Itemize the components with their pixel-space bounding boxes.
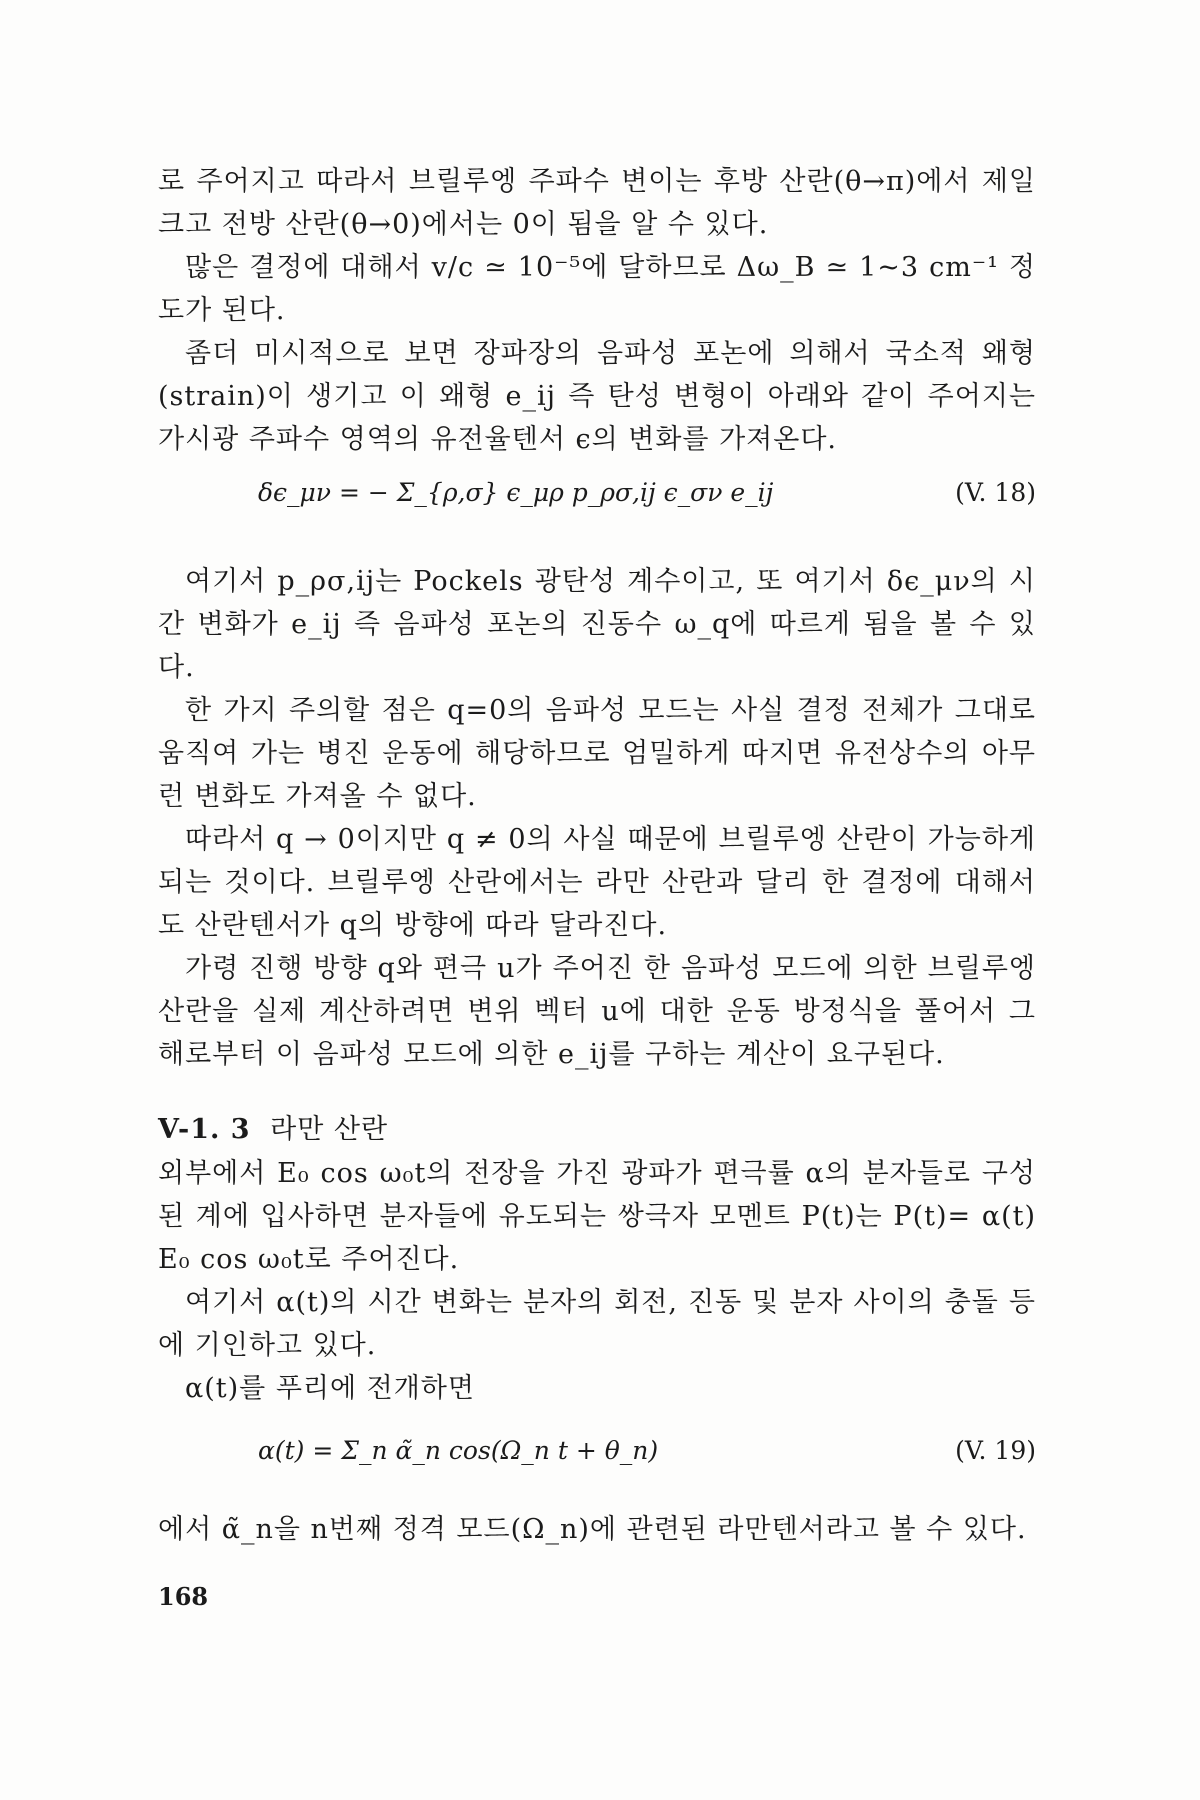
paragraph: 에서 α̃_n을 n번째 정격 모드(Ω_n)에 관련된 라만텐서라고 볼 수 있다. [158, 1514, 1027, 1545]
paragraph: 여기서 p_ρσ,ij는 Pockels 광탄성 계수이고, 또 여기서 δϵ_μν의 시간 변화가 e_ij 즉 음파성 포논의 진동수 ω_q에 따르게 됨을 볼 수 있다. [158, 566, 1036, 683]
equation-expression: α(t) = Σ_n α̃_n cos(Ω_n t + θ_n) [258, 1436, 659, 1465]
paragraph: 가령 진행 방향 q와 편극 u가 주어진 한 음파성 모드에 의한 브릴루엥 산란을 실제 계산하려면 변위 벡터 u에 대한 운동 방정식을 풀어서 그 해로부터 이 음파성 모드에 의한 e_ij를 구하는 계산이 요구된다. [158, 953, 1036, 1070]
section-title: 라만 산란 [270, 1114, 389, 1145]
paragraph: 로 주어지고 따라서 브릴루엥 주파수 변이는 후방 산란(θ→π)에서 제일 크고 전방 산란(θ→0)에서는 0이 됨을 알 수 있다. [158, 166, 1036, 240]
text-block-section [158, 1152, 1036, 1410]
equation-expression: δϵ_μν = − Σ_{ρ,σ} ϵ_μρ p_ρσ,ij ϵ_σν e_ij [258, 478, 774, 507]
paragraph: 한 가지 주의할 점은 q=0의 음파성 모드는 사실 결정 전체가 그대로 움직여 가는 병진 운동에 해당하므로 엄밀하게 따지면 유전상수의 아무런 변화도 가져올 수 없다. [158, 695, 1036, 812]
text-block-last [158, 1508, 1036, 1551]
section-number: V-1. 3 [158, 1114, 251, 1145]
equation-v19 [158, 1436, 1036, 1496]
paragraph: 많은 결정에 대해서 v/c ≃ 10⁻⁵에 달하므로 Δω_B ≃ 1~3 cm⁻¹ 정도가 된다. [158, 252, 1036, 326]
section-heading [158, 1108, 388, 1151]
paragraph: 외부에서 E₀ cos ω₀t의 전장을 가진 광파가 편극률 α의 분자들로 구성된 계에 입사하면 분자들에 유도되는 쌍극자 모멘트 P(t)는 P(t)= α(t) E₀ cos ω₀t로 주어진다. [158, 1158, 1036, 1275]
paragraph: 여기서 α(t)의 시간 변화는 분자의 회전, 진동 및 분자 사이의 충돌 등에 기인하고 있다. [158, 1287, 1036, 1361]
equation-v18 [158, 478, 1036, 538]
page-number: 168 [158, 1582, 209, 1611]
paragraph: α(t)를 푸리에 전개하면 [185, 1373, 475, 1404]
text-block-middle [158, 560, 1036, 1076]
equation-number: (V. 19) [955, 1436, 1036, 1465]
paragraph: 따라서 q → 0이지만 q ≠ 0의 사실 때문에 브릴루엥 산란이 가능하게 되는 것이다. 브릴루엥 산란에서는 라만 산란과 달리 한 결정에 대해서도 산란텐서가 q의 방향에 따라 달라진다. [158, 824, 1036, 941]
text-block-top [158, 160, 1036, 461]
equation-number: (V. 18) [955, 478, 1036, 507]
paragraph: 좀더 미시적으로 보면 장파장의 음파성 포논에 의해서 국소적 왜형(strain)이 생기고 이 왜형 e_ij 즉 탄성 변형이 아래와 같이 주어지는 가시광 주파수 영역의 유전율텐서 ϵ의 변화를 가져온다. [158, 338, 1036, 455]
